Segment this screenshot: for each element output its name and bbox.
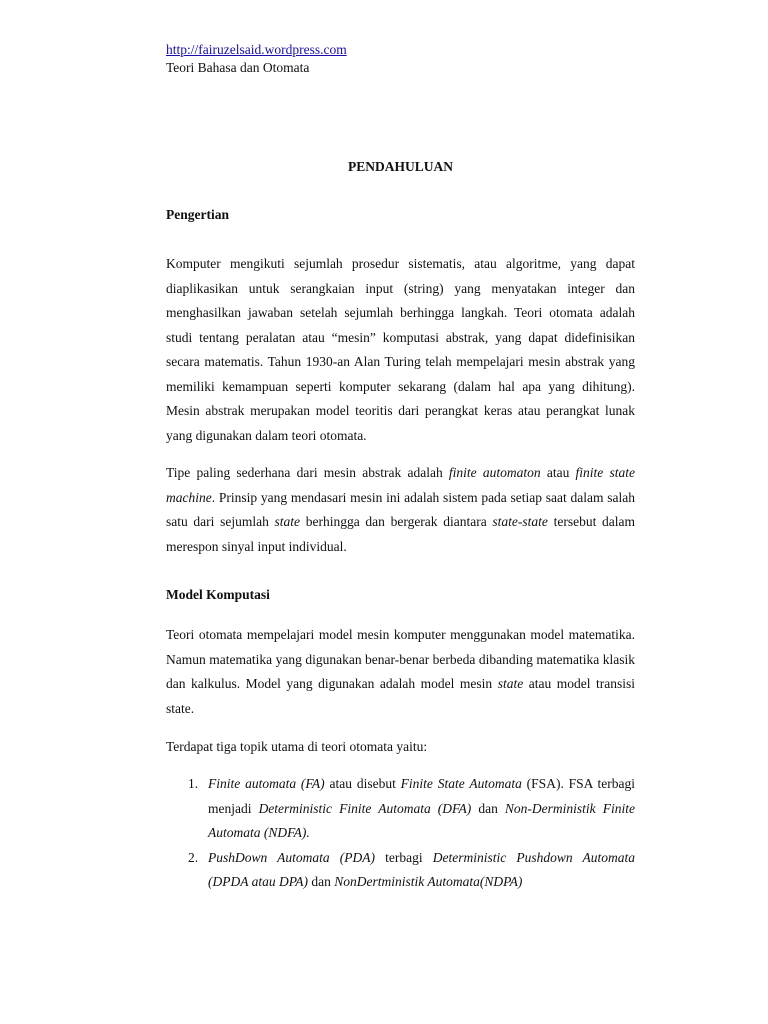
topic-list bbox=[166, 772, 635, 895]
page-title: PENDAHULUAN bbox=[347, 159, 453, 174]
header-link[interactable]: http://fairuzelsaid.wordpress.com bbox=[166, 42, 347, 57]
paragraph-pengertian-2: Tipe paling sederhana dari mesin abstrak adalah finite automaton atau finite state machine. Prinsip yang mendasari mesin ini adalah sistem pada setiap saat dalam salah satu dari sejumlah state berhingga dan bergerak diantara state-state tersebut dalam merespon sinyal input individual. bbox=[166, 465, 636, 554]
list-item-number: 2. bbox=[188, 849, 199, 865]
paragraph-pengertian-1: Komputer mengikuti sejumlah prosedur sistematis, atau algoritme, yang dapat diaplikasikan untuk serangkaian input (string) yang menyatakan integer dan menghasilkan jawaban setelah sejumlah berhingga langkah. Teori otomata adalah studi tentang peralatan atau “mesin” komputasi abstrak, yang dapat didefinisikan secara matematis. Tahun 1930-an Alan Turing telah mempelajari mesin abstrak yang memiliki kemampuan seperti komputer sekarang (dalam hal apa yang dihitung). Mesin abstrak merupakan model teoritis dari perangkat keras atau perangkat lunak yang digunakan dalam teori otomata. bbox=[166, 256, 635, 443]
header-subtitle: Teori Bahasa dan Otomata bbox=[166, 60, 310, 75]
list-item-number: 1. bbox=[188, 776, 199, 791]
section-heading-model-komputasi: Model Komputasi bbox=[166, 587, 270, 602]
paragraph-model-komputasi-1: Teori otomata mempelajari model mesin komputer menggunakan model matematika. Namun matematika yang digunakan benar-benar berbeda dibanding matematika klasik dan kalkulus. Model yang digunakan adalah model mesin state atau model transisi state. bbox=[166, 627, 635, 716]
document-page bbox=[166, 41, 636, 889]
list-item: 2. PushDown Automata (PDA) terbagi Deterministic Pushdown Automata (DPDA atau DPA) dan NonDertministik Automata(NDPA) bbox=[166, 846, 635, 895]
list-item: 1. Finite automata (FA) atau disebut Finite State Automata (FSA). FSA terbagi menjadi Deterministic Finite Automata (DFA) dan Non-Derministik Finite Automata (NDFA). bbox=[166, 772, 635, 846]
section-heading-pengertian: Pengertian bbox=[166, 207, 229, 222]
paragraph-model-komputasi-2: Terdapat tiga topik utama di teori otomata yaitu: bbox=[166, 739, 428, 754]
